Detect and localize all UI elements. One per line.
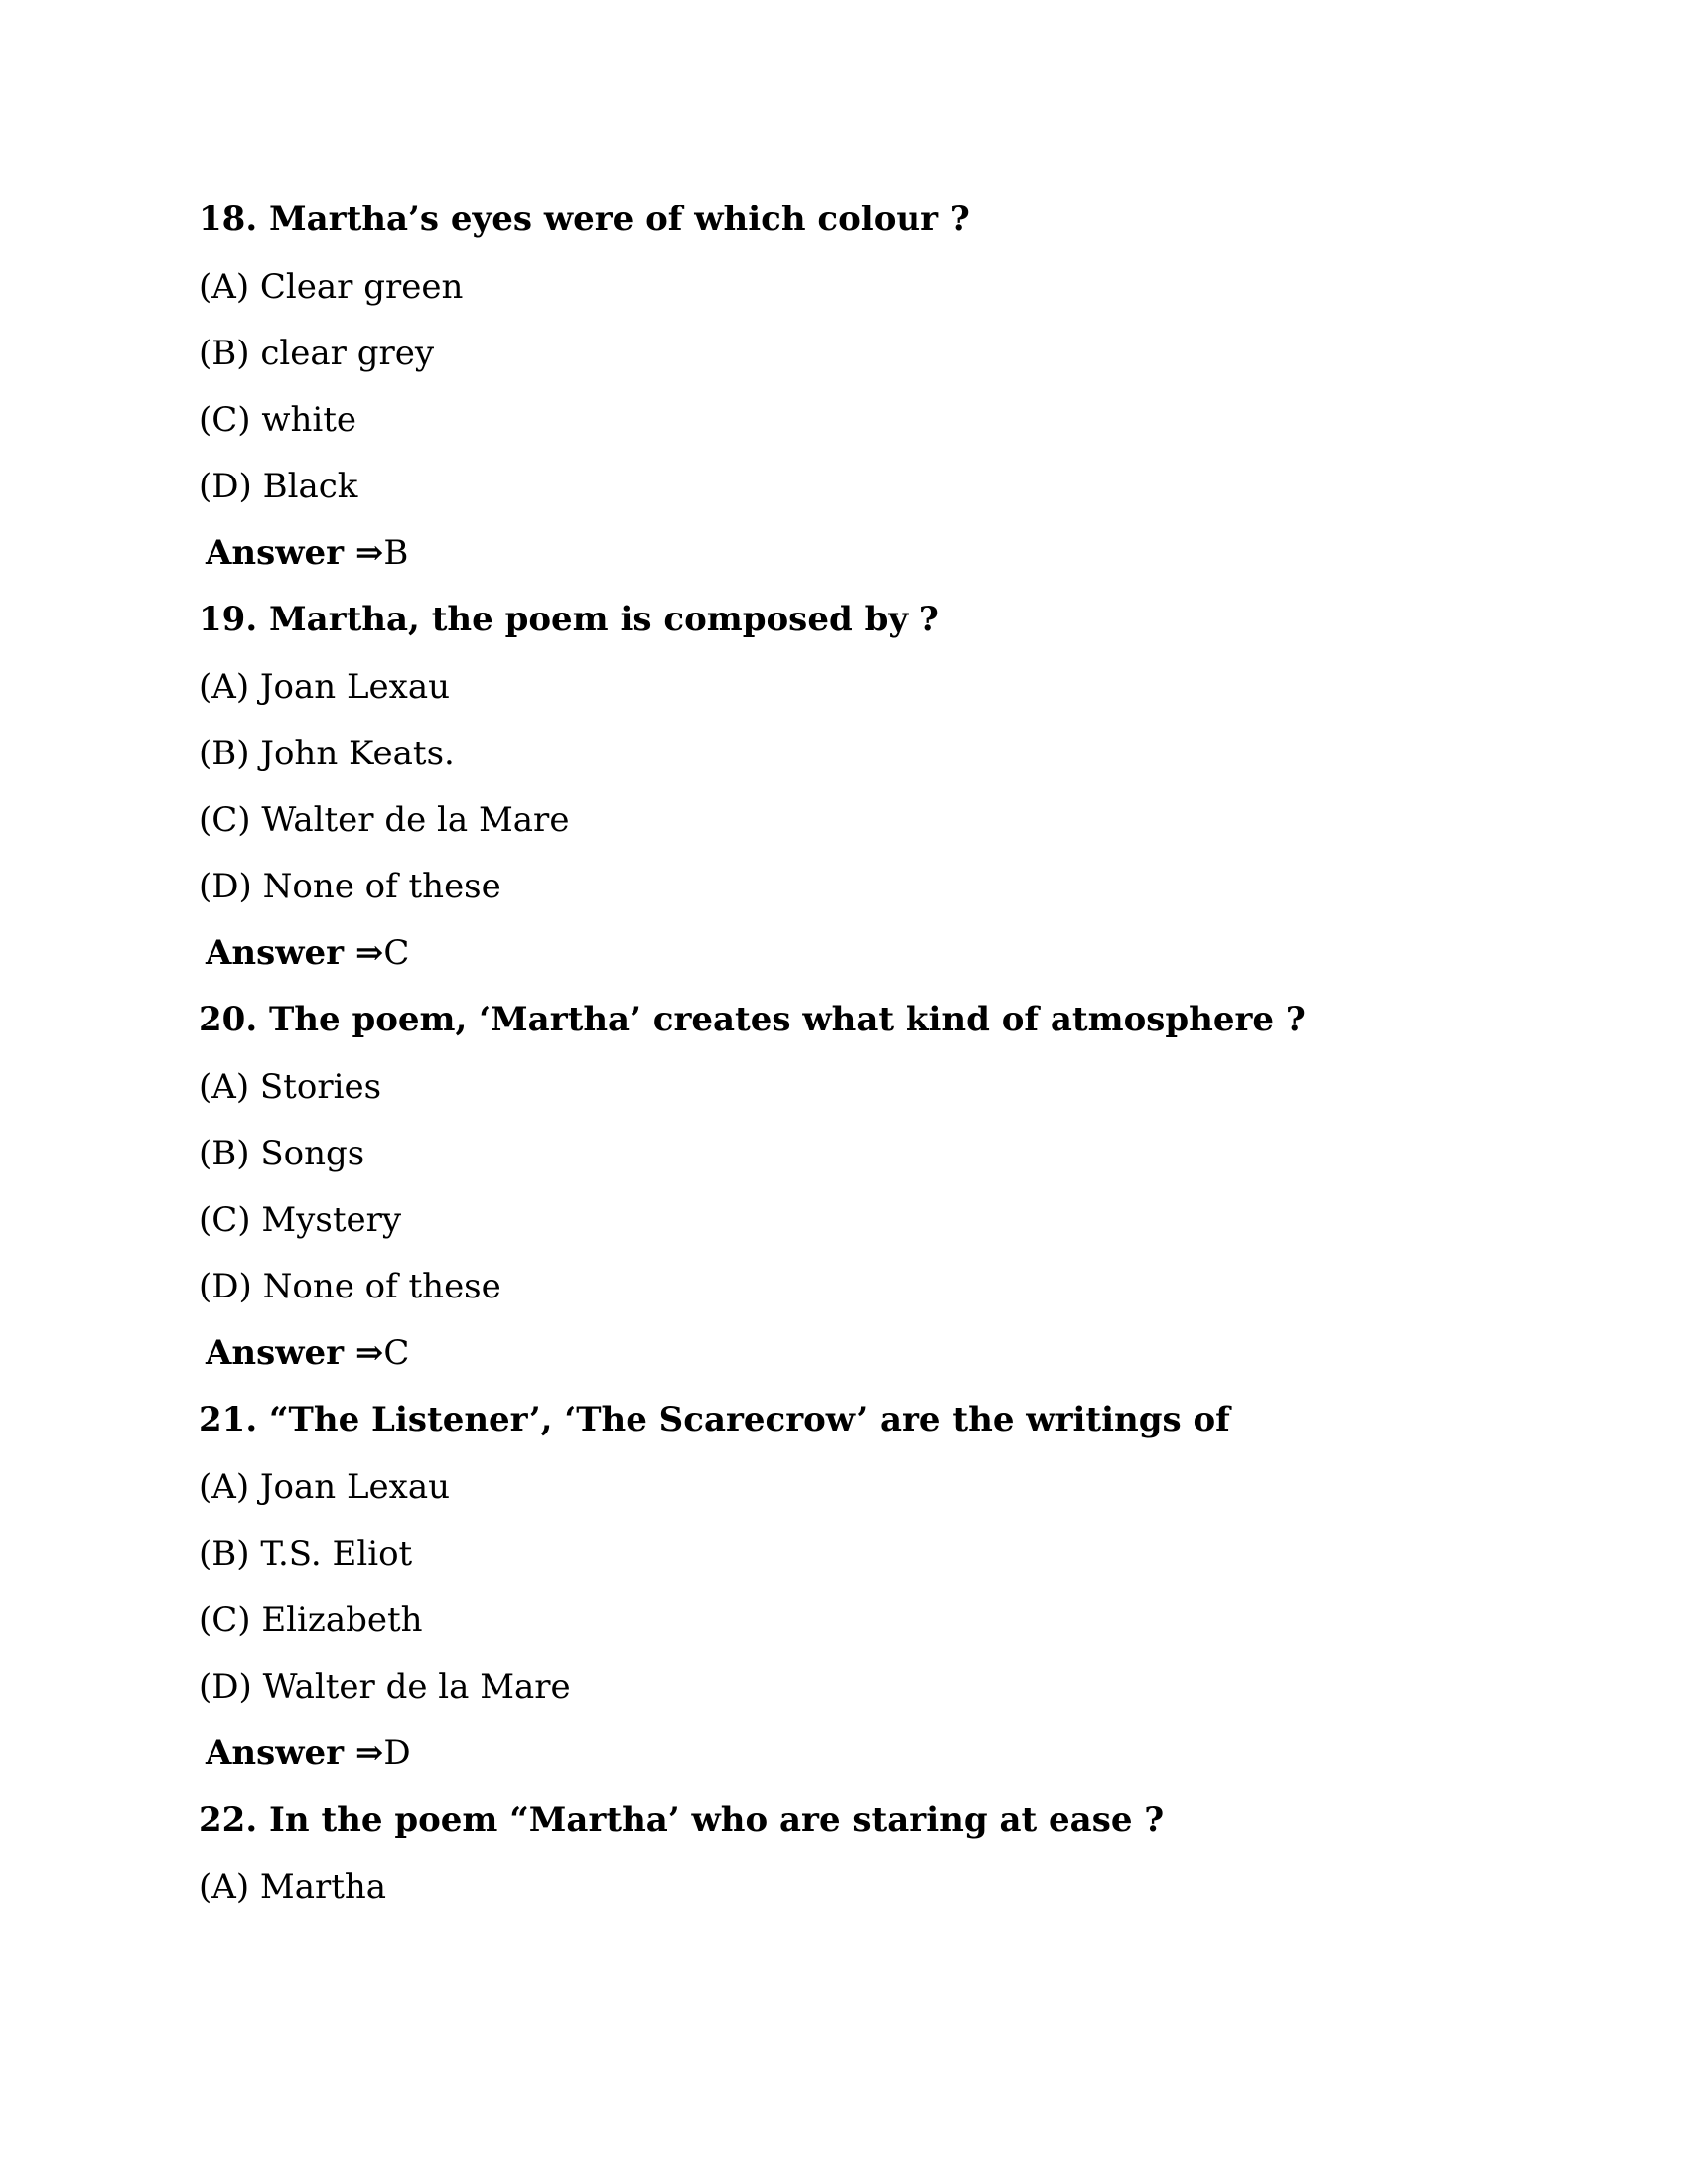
question-18: 18. Martha’s eyes were of which colour ? [199, 200, 970, 239]
question-21-option-a: (A) Joan Lexau [199, 1467, 451, 1507]
question-22-option-a: (A) Martha [199, 1867, 387, 1907]
question-21: 21. “The Listener’, ‘The Scarecrow’ are the writings of [199, 1400, 1230, 1439]
question-18-answer [206, 533, 408, 573]
question-21-option-c: (C) Elizabeth [199, 1600, 423, 1640]
question-21-option-b: (B) T.S. Eliot [199, 1534, 413, 1573]
question-19-option-a: (A) Joan Lexau [199, 667, 451, 707]
question-21-answer [206, 1733, 411, 1773]
answer-label: Answer ⇒ [206, 533, 384, 573]
question-20: 20. The poem, ‘Martha’ creates what kind of atmosphere ? [199, 1000, 1306, 1039]
question-20-option-c: (C) Mystery [199, 1200, 402, 1240]
question-18-option-b: (B) clear grey [199, 334, 435, 373]
answer-label: Answer ⇒ [206, 1733, 384, 1773]
question-20-option-b: (B) Songs [199, 1134, 365, 1173]
question-19-answer [206, 933, 409, 973]
question-19-option-b: (B) John Keats. [199, 734, 455, 773]
question-18-option-a: (A) Clear green [199, 267, 464, 307]
question-19-option-c: (C) Walter de la Mare [199, 800, 570, 840]
answer-letter: D [383, 1733, 411, 1773]
question-19: 19. Martha, the poem is composed by ? [199, 600, 939, 639]
question-21-option-d: (D) Walter de la Mare [199, 1667, 571, 1706]
question-22: 22. In the poem “Martha’ who are staring at ease ? [199, 1800, 1165, 1840]
question-20-option-d: (D) None of these [199, 1267, 501, 1306]
answer-letter: C [383, 1333, 410, 1373]
question-20-answer [206, 1333, 409, 1373]
answer-label: Answer ⇒ [206, 933, 384, 973]
question-18-option-d: (D) Black [199, 467, 358, 506]
question-19-option-d: (D) None of these [199, 867, 501, 906]
answer-letter: C [383, 933, 410, 973]
question-18-option-c: (C) white [199, 400, 357, 440]
answer-letter: B [383, 533, 409, 573]
answer-label: Answer ⇒ [206, 1333, 384, 1373]
question-20-option-a: (A) Stories [199, 1067, 382, 1107]
